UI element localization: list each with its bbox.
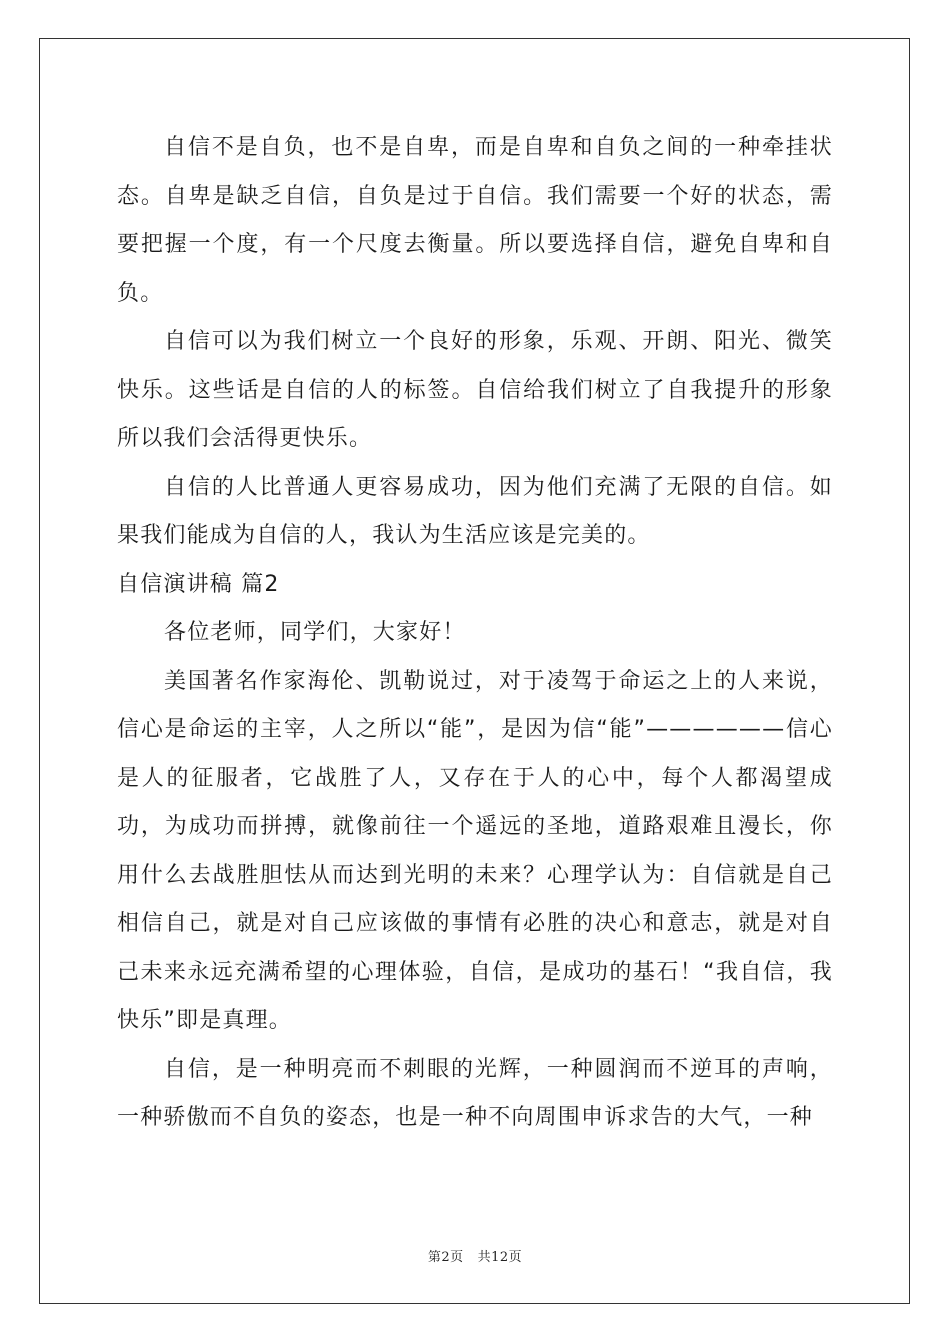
paragraph-5: 美国著名作家海伦、凯勒说过，对于凌驾于命运之上的人来说，信心是命运的主宰，人之所以“能”，是因为信“能”——————信心是人的征服者，它战胜了人，又存在于人的心中，每个人都渴望成功，为成功而拼搏，就像前往一个遥远的圣地，道路艰难且漫长，你用什么去战胜胆怯从而达到光明的未来？心理学认为：自信就是自己相信自己，就是对自己应该做的事情有必胜的决心和意志，就是对自己未来永远充满希望的心理体验，自信，是成功的基石！“我自信，我快乐”即是真理。 xyxy=(117,668,833,1033)
section-heading: 自信演讲稿 篇2 xyxy=(117,571,280,597)
paragraph-6: 自信，是一种明亮而不刺眼的光辉，一种圆润而不逆耳的声响，一种骄傲而不自负的姿态，也是一种不向周围申诉求告的大气，一种 xyxy=(117,1056,833,1130)
paragraph-3: 自信的人比普通人更容易成功，因为他们充满了无限的自信。如果我们能成为自信的人，我认为生活应该是完美的。 xyxy=(117,474,833,548)
page-total: 共12页 xyxy=(477,1250,523,1265)
paragraph-2: 自信可以为我们树立一个良好的形象，乐观、开朗、阳光、微笑快乐。这些话是自信的人的标签。自信给我们树立了自我提升的形象所以我们会活得更快乐。 xyxy=(117,329,833,451)
paragraph-1: 自信不是自负，也不是自卑，而是自卑和自负之间的一种牵挂状态。自卑是缺乏自信，自负是过于自信。我们需要一个好的状态，需要把握一个度，有一个尺度去衡量。所以要选择自信，避免自卑和自负。 xyxy=(117,135,833,306)
page-number: 第2页 xyxy=(427,1250,464,1265)
paragraph-greeting: 各位老师，同学们，大家好！ xyxy=(164,620,466,645)
page-footer xyxy=(0,1246,950,1265)
document-body xyxy=(117,124,833,1143)
